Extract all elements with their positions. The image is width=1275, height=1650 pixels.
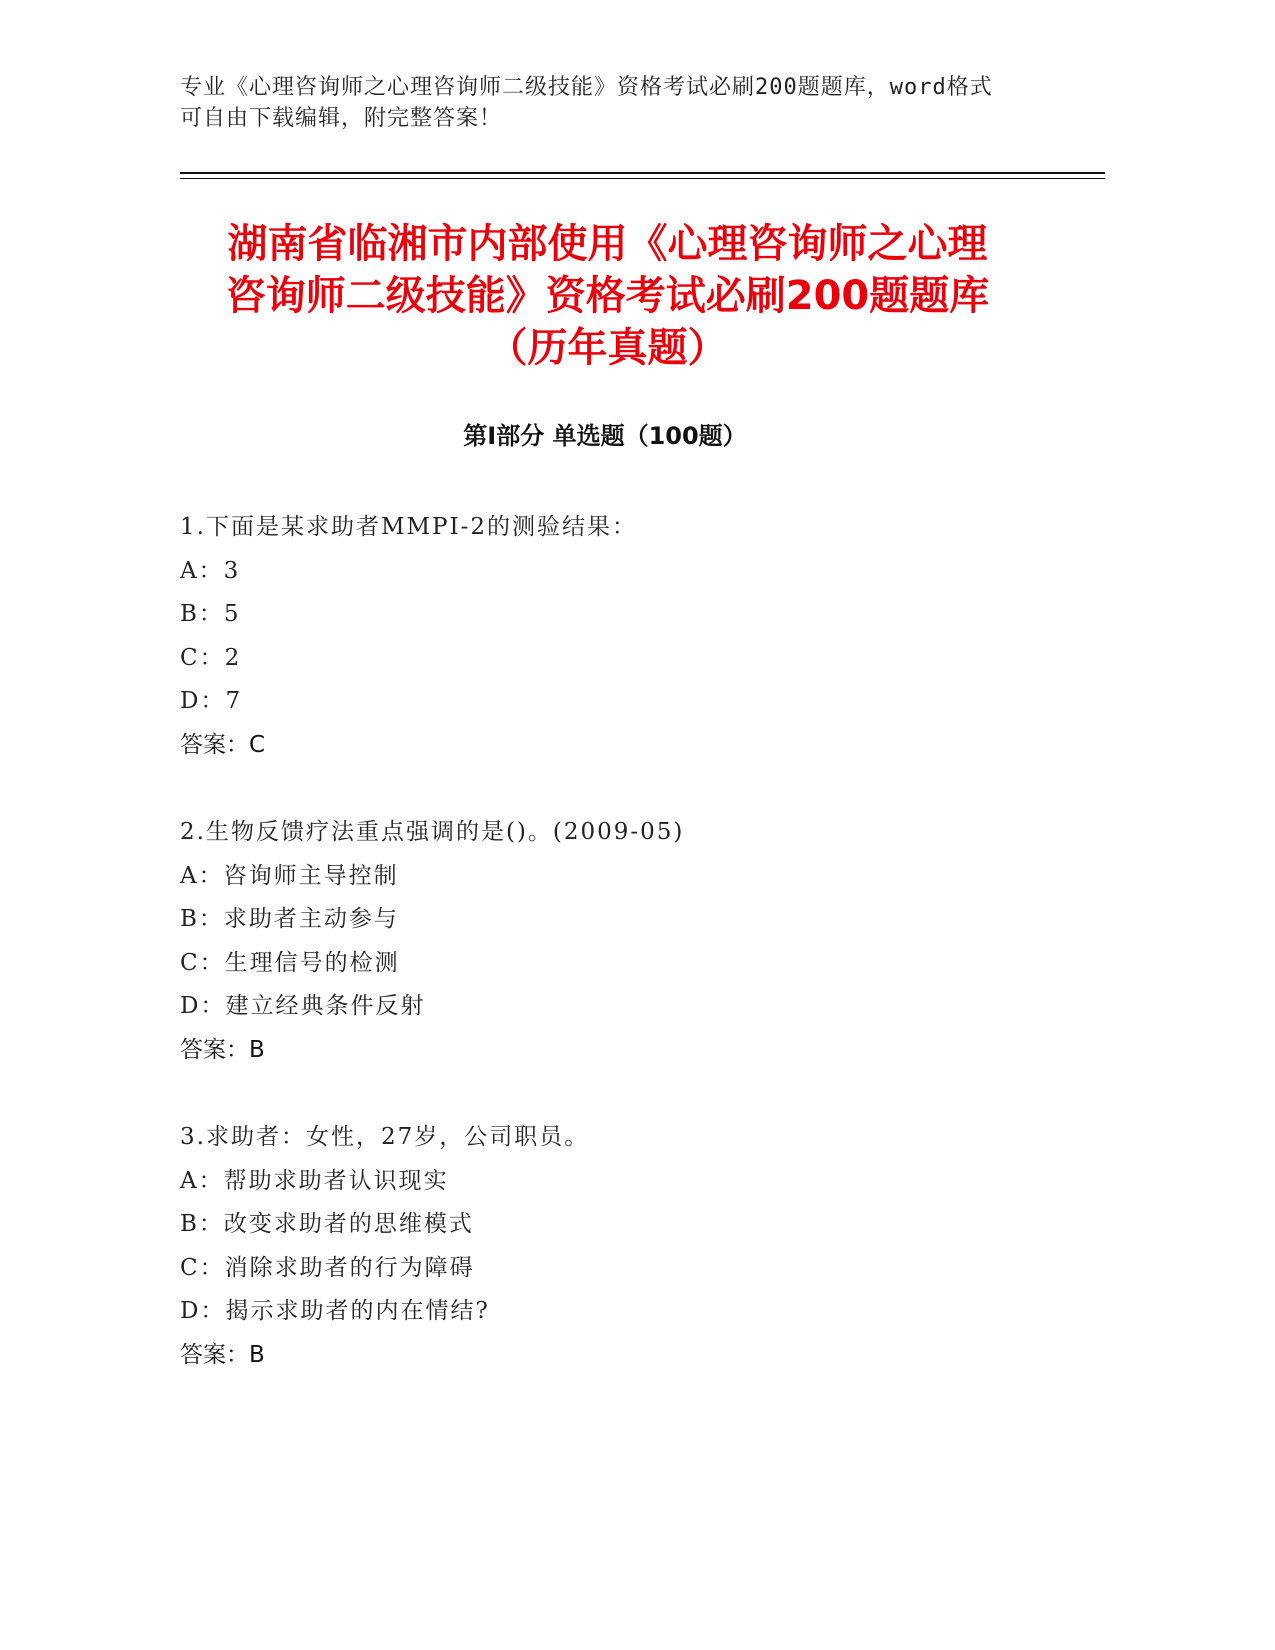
header-note [180,72,1060,134]
answer: 答案：B [180,1341,265,1368]
option-d: D：揭示求助者的内在情结? [180,1298,490,1324]
question-stem: 2.生物反馈疗法重点强调的是()。(2009-05) [180,819,685,845]
answer: 答案：C [180,731,266,758]
header-rule-thick [180,172,1105,174]
section-title: 第Ⅰ部分 单选题（100题） [463,422,747,450]
question-stem: 1.下面是某求助者MMPI-2的测验结果： [180,514,638,540]
option-c: C：2 [180,644,242,671]
document-title-line-2: 咨询师二级技能》资格考试必刷200题题库 [225,273,990,319]
header-note-line-2: 可自由下载编辑，附完整答案！ [180,106,503,131]
document-title-line-3: （历年真题） [487,325,728,371]
option-c: C：消除求助者的行为障碍 [180,1254,475,1281]
option-d: D：7 [180,688,243,714]
option-a: A：帮助求助者认识现实 [180,1167,449,1194]
question-list [180,506,1080,1421]
document-title [150,218,1065,374]
document-title-line-1: 湖南省临湘市内部使用《心理咨询师之心理 [227,221,988,267]
option-b: B：求助者主动参与 [180,906,399,932]
question-1 [180,506,1080,767]
option-b: B：改变求助者的思维模式 [180,1211,474,1237]
header-note-line-1: 专业《心理咨询师之心理咨询师二级技能》资格考试必刷200题题库，word格式 [180,75,993,100]
question-3 [180,1116,1080,1377]
option-c: C：生理信号的检测 [180,949,400,976]
option-a: A：3 [180,557,241,584]
answer: 答案：B [180,1036,265,1063]
option-a: A：咨询师主导控制 [180,862,399,889]
header-rule-thin [180,178,1105,179]
question-2 [180,811,1080,1072]
option-b: B：5 [180,601,241,627]
question-stem: 3.求助者：女性，27岁，公司职员。 [180,1124,590,1150]
option-d: D：建立经典条件反射 [180,993,426,1019]
